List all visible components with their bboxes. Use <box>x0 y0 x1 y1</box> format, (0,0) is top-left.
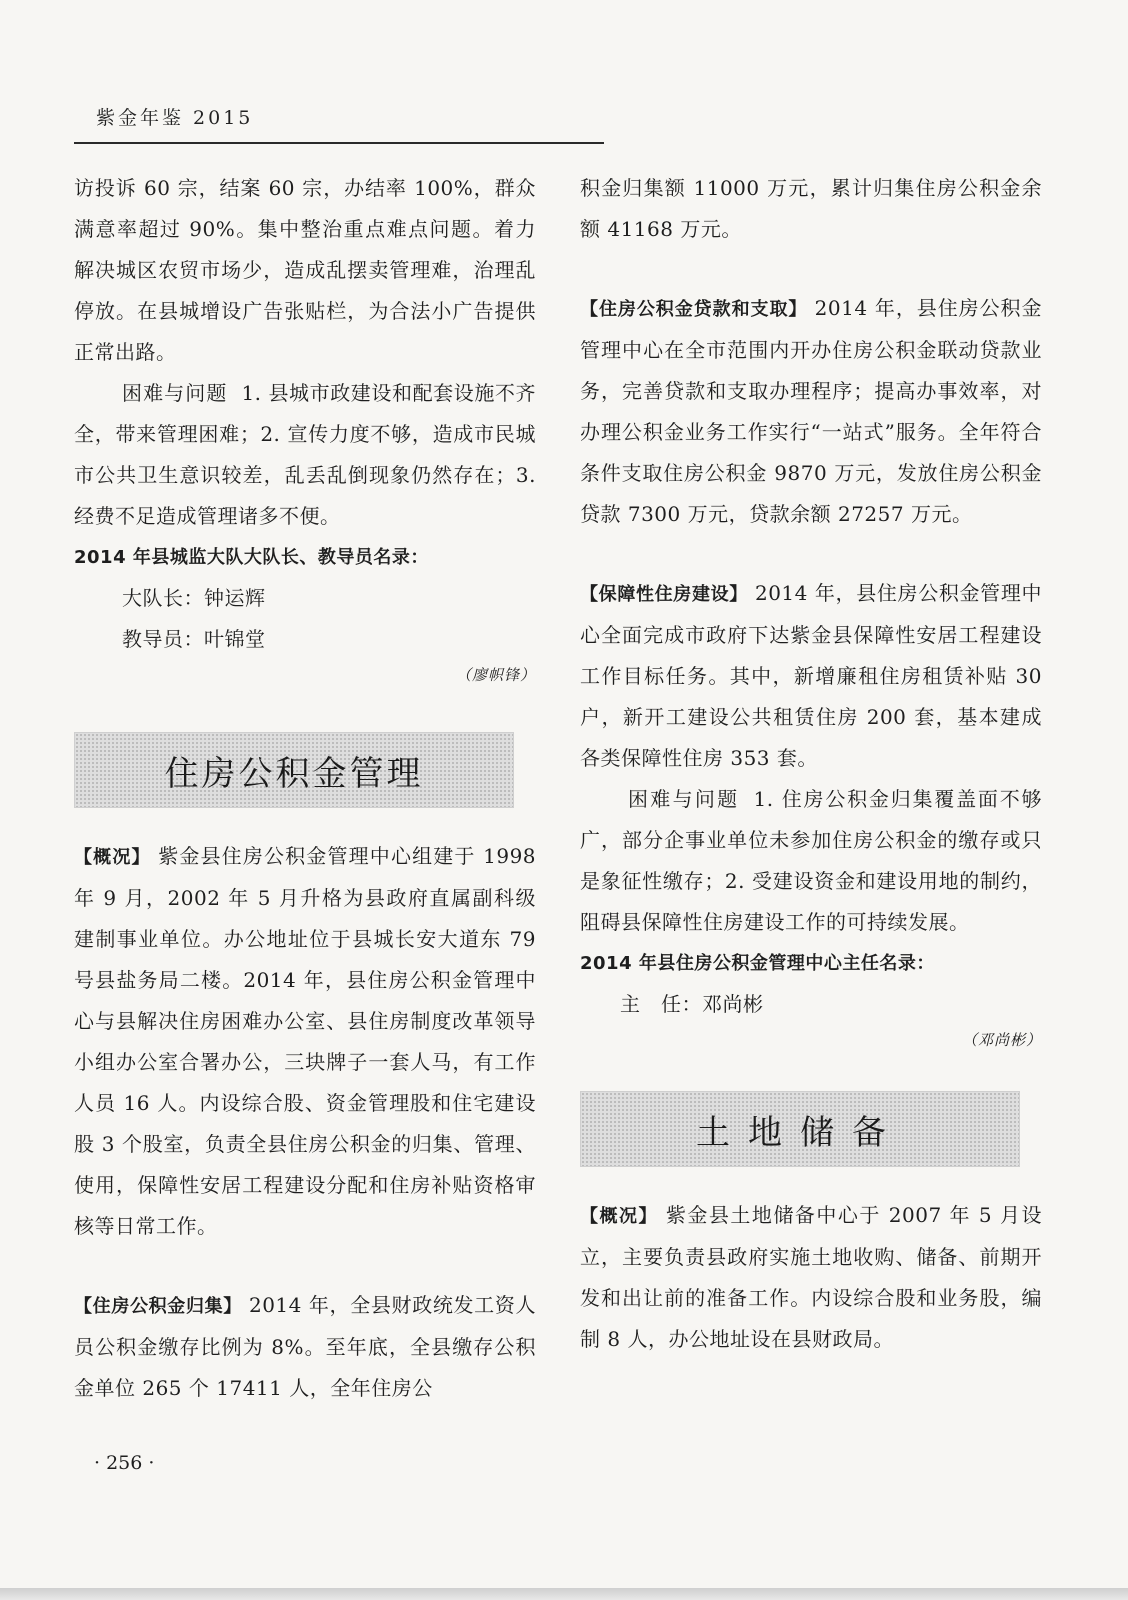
paragraph-housing <box>580 573 1042 779</box>
overview-text: 紫金县住房公积金管理中心组建于 1998 年 9 月，2002 年 5 月升格为县政府直属副科级建制事业单位。办公地址位于县城长安大道东 79 号县盐务局二楼。2014 年，县住房公积金管理中心与县解决住房困难办公室、县住房制度改革领导小组办公室合署办公，三块牌子一套人马，有工作人员 16 人。内设综合股、资金管理股和住宅建设股 3 个股室，负责全县住房公积金的归集、管理、使用，保障性安居工程建设分配和住房补贴资格审核等日常工作。 <box>74 844 537 1238</box>
page-number: · 256 · <box>94 1452 155 1474</box>
paragraph-collection-cont: 积金归集额 11000 万元，累计归集住房公积金余额 41168 万元。 <box>580 176 1042 241</box>
scan-edge <box>0 1588 1128 1600</box>
spacer <box>580 1055 1042 1087</box>
housing-text: 2014 年，县住房公积金管理中心全面完成市政府下达紫金县保障性安居工程建设工作目标任务。其中，新增廉租住房租赁补贴 30 户，新开工建设公共租赁住房 200 套，基本建成各类保障性住房 353 套。 <box>580 581 1043 770</box>
difficulty-label: 困难与问题 <box>122 381 228 405</box>
overview-label: 【概况】 <box>74 847 151 868</box>
section-title: 土地储备 <box>696 1112 904 1153</box>
difficulty-text: 1. 住房公积金归集覆盖面不够广，部分企事业单位未参加住房公积金的缴存或只是象征性缴存；2. 受建设资金和建设用地的制约，阻碍县保障性住房建设工作的可持续发展。 <box>580 787 1042 934</box>
director-name: 主 任：邓尚彬 <box>620 992 764 1016</box>
paragraph-difficulties <box>74 373 536 537</box>
header-rule <box>74 142 604 144</box>
running-header: 紫金年鉴 2015 <box>96 107 254 129</box>
leader-name-instructor: 教导员：叶锦堂 <box>122 627 266 651</box>
spacer <box>74 690 536 728</box>
section-title: 住房公积金管理 <box>164 753 424 794</box>
leaders-list-title: 2014 年县城监大队大队长、教导员名录： <box>74 547 429 568</box>
spacer <box>74 808 536 836</box>
author-credit: （邓尚彬） <box>961 1031 1042 1049</box>
leader-name-captain: 大队长：钟运辉 <box>122 586 266 610</box>
difficulty-label: 困难与问题 <box>628 787 740 811</box>
paragraph-loans <box>580 288 1042 535</box>
land-overview-label: 【概况】 <box>580 1206 659 1227</box>
spacer <box>580 1167 1042 1195</box>
loan-text: 2014 年，县住房公积金管理中心在全市范围内开办住房公积金联动贷款业务，完善贷款和支取办理程序；提高办事效率，对办理公积金业务工作实行“一站式”服务。全年符合条件支取住房公积金 9870 万元，发放住房公积金贷款 7300 万元，贷款余额 27257 万元。 <box>580 296 1042 526</box>
spacer <box>580 535 1042 573</box>
section-banner-housing-fund <box>74 732 514 808</box>
land-overview-text: 紫金县土地储备中心于 2007 年 5 月设立，主要负责县政府实施土地收购、储备、前期开发和出让前的准备工作。内设综合股和业务股，编制 8 人，办公地址设在县财政局。 <box>580 1203 1043 1351</box>
author-credit: （廖帜锋） <box>455 666 536 684</box>
housing-label: 【保障性住房建设】 <box>580 584 748 605</box>
spacer <box>74 1247 536 1285</box>
collection-text: 2014 年，全县财政统发工资人员公积金缴存比例为 8%。至年底，全县缴存公积金单位 265 个 17411 人，全年住房公 <box>74 1293 537 1400</box>
spacer <box>580 250 1042 288</box>
paragraph-overview <box>74 836 536 1247</box>
loan-label: 【住房公积金贷款和支取】 <box>580 299 808 320</box>
difficulty-text: 1. 县城市政建设和配套设施不齐全，带来管理困难；2. 宣传力度不够，造成市民城市公共卫生意识较差，乱丢乱倒现象仍然存在；3. 经费不足造成管理诸多不便。 <box>74 381 536 528</box>
left-column <box>74 168 536 1409</box>
paragraph-land-overview <box>580 1195 1042 1360</box>
section-banner-land-reserve <box>580 1091 1020 1167</box>
collection-label: 【住房公积金归集】 <box>74 1296 242 1317</box>
paragraph-difficulties <box>580 779 1042 943</box>
right-column <box>580 168 1042 1360</box>
paragraph-collection <box>74 1285 536 1409</box>
directors-list-title: 2014 年县住房公积金管理中心主任名录： <box>580 953 935 974</box>
paragraph-complaints: 访投诉 60 宗，结案 60 宗，办结率 100%，群众满意率超过 90%。集中整治重点难点问题。着力解决城区农贸市场少，造成乱摆卖管理难，治理乱停放。在县城增设广告张贴栏，为合法小广告提供正常出路。 <box>74 176 536 364</box>
